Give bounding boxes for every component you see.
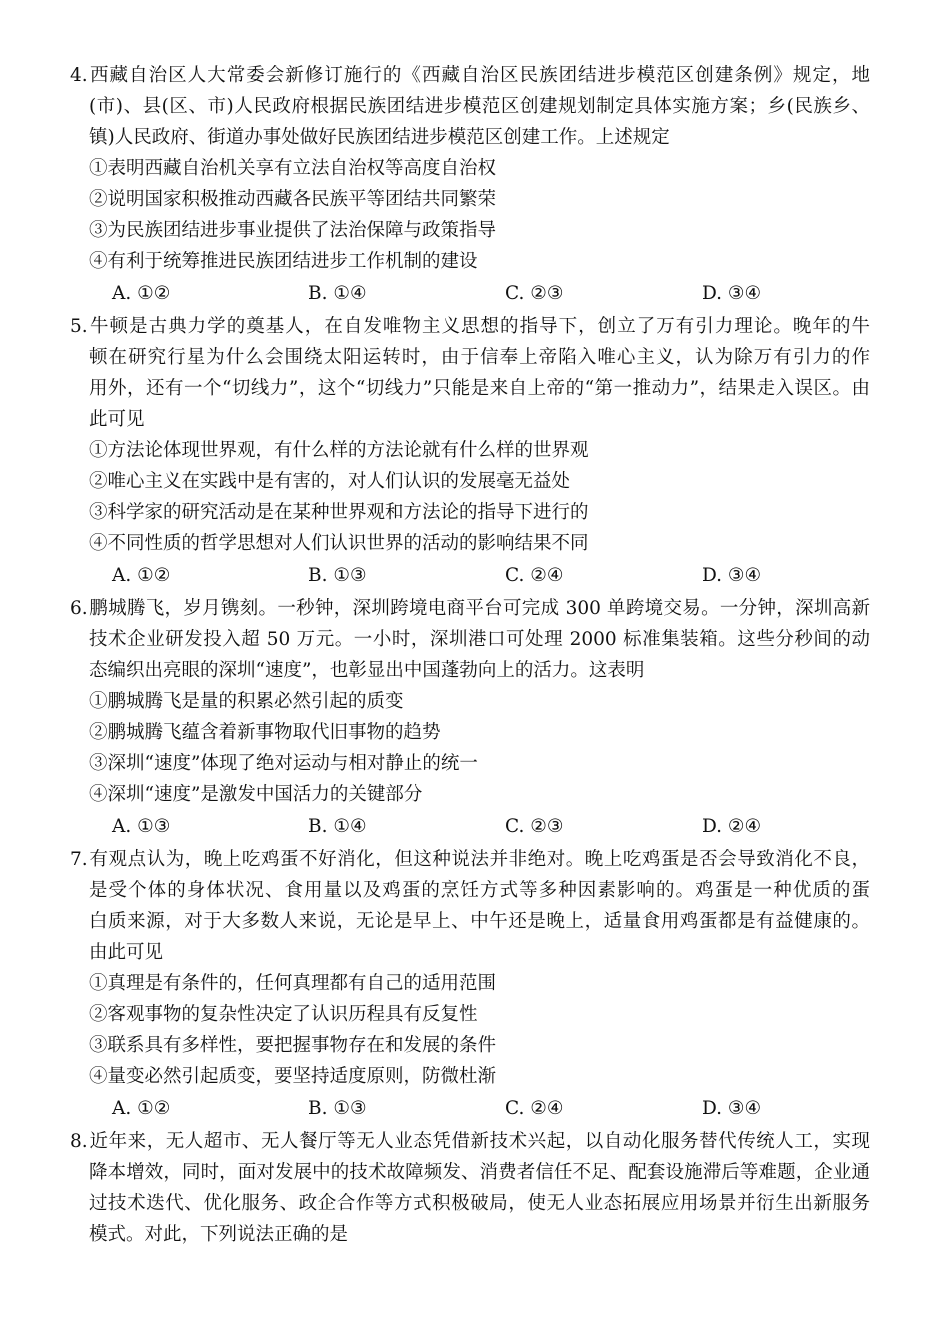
option-statement: ④深圳“速度”是激发中国活力的关键部分 [89, 784, 423, 805]
question-stem-line: 是受个体的身体状况、食用量以及鸡蛋的烹饪方式等多种因素影响的。鸡蛋是一种优质的蛋 [89, 880, 870, 901]
option-statement: ③深圳“速度”体现了绝对运动与相对静止的统一 [89, 753, 478, 774]
question-stem-line: 态编织出亮眼的深圳“速度”，也彰显出中国蓬勃向上的活力。这表明 [89, 660, 645, 681]
option-statement: ④量变必然引起质变，要坚持适度原则，防微杜渐 [89, 1066, 497, 1087]
choice-c: C. ②④ [505, 1098, 564, 1119]
question-stem-line: 降本增效，同时，面对发展中的技术故障频发、消费者信任不足、配套设施滞后等难题，企业通 [89, 1162, 870, 1183]
choice-c: C. ②③ [505, 816, 564, 837]
question-stem-line: 镇)人民政府、街道办事处做好民族团结进步模范区创建工作。上述规定 [89, 127, 670, 148]
question-stem-line: 过技术迭代、优化服务、政企合作等方式积极破局，使无人业态拓展应用场景并衍生出新服务 [89, 1193, 870, 1214]
option-statement: ②鹏城腾飞蕴含着新事物取代旧事物的趋势 [89, 722, 441, 743]
question-number: 5. [70, 316, 88, 337]
question-stem-line: 7.有观点认为，晚上吃鸡蛋不好消化，但这种说法并非绝对。晚上吃鸡蛋是否会导致消化不良， [0, 844, 950, 875]
choice-a: A. ①② [112, 283, 171, 304]
question-stem-line: 白质来源，对于大多数人来说，无论是早上、中午还是晚上，适量食用鸡蛋都是有益健康的。 [89, 911, 870, 932]
choice-d: D. ③④ [702, 283, 762, 304]
question-stem-line: 5.牛顿是古典力学的奠基人，在自发唯物主义思想的指导下，创立了万有引力理论。晚年的牛 [0, 311, 950, 342]
question-number: 8. [70, 1131, 88, 1152]
option-statement: ①表明西藏自治机关享有立法自治权等高度自治权 [89, 158, 497, 179]
exam-page [0, 60, 950, 1250]
option-statement: ②客观事物的复杂性决定了认识历程具有反复性 [89, 1004, 478, 1025]
question-stem-line: 此可见 [89, 409, 145, 430]
question-6 [0, 593, 950, 844]
choice-a: A. ①③ [112, 816, 171, 837]
option-statement: ④有利于统筹推进民族团结进步工作机制的建设 [89, 251, 478, 272]
question-4 [0, 60, 950, 311]
option-statement: ①真理是有条件的，任何真理都有自己的适用范围 [89, 973, 497, 994]
choice-c: C. ②③ [505, 283, 564, 304]
choice-a: A. ①② [112, 565, 171, 586]
choice-b: B. ①③ [308, 565, 367, 586]
question-stem-line: 用外，还有一个“切线力”，这个“切线力”只能是来自上帝的“第一推动力”，结果走入误区。由 [89, 378, 870, 399]
option-statement: ①鹏城腾飞是量的积累必然引起的质变 [89, 691, 404, 712]
question-number: 7. [70, 849, 88, 870]
question-stem-line: (市)、县(区、市)人民政府根据民族团结进步模范区创建规划制定具体实施方案；乡(民族乡、 [89, 96, 870, 117]
question-stem-line: 8.近年来，无人超市、无人餐厅等无人业态凭借新技术兴起，以自动化服务替代传统人工，实现 [0, 1126, 950, 1157]
question-stem-line: 模式。对此，下列说法正确的是 [89, 1224, 349, 1245]
answer-choices [0, 559, 950, 593]
option-statement: ①方法论体现世界观，有什么样的方法论就有什么样的世界观 [89, 440, 589, 461]
question-stem-line: 由此可见 [89, 942, 164, 963]
option-statement: ④不同性质的哲学思想对人们认识世界的活动的影响结果不同 [89, 533, 589, 554]
choice-b: B. ①④ [308, 816, 367, 837]
question-7 [0, 844, 950, 1126]
question-stem-line: 6.鹏城腾飞，岁月镌刻。一秒钟，深圳跨境电商平台可完成 300 单跨境交易。一分钟，深圳高新 [0, 593, 950, 624]
question-stem-line: 4.西藏自治区人大常委会新修订施行的《西藏自治区民族团结进步模范区创建条例》规定，地 [0, 60, 950, 91]
question-stem-line: 技术企业研发投入超 50 万元。一小时，深圳港口可处理 2000 标准集装箱。这些分秒间的动 [89, 629, 870, 650]
choice-b: B. ①③ [308, 1098, 367, 1119]
option-statement: ③为民族团结进步事业提供了法治保障与政策指导 [89, 220, 497, 241]
choice-c: C. ②④ [505, 565, 564, 586]
choice-b: B. ①④ [308, 283, 367, 304]
answer-choices [0, 810, 950, 844]
question-8 [0, 1126, 950, 1250]
option-statement: ②说明国家积极推动西藏各民族平等团结共同繁荣 [89, 189, 497, 210]
choice-d: D. ③④ [702, 1098, 762, 1119]
question-stem-line: 顿在研究行星为什么会围绕太阳运转时，由于信奉上帝陷入唯心主义，认为除万有引力的作 [89, 347, 870, 368]
choice-d: D. ②④ [702, 816, 762, 837]
answer-choices [0, 277, 950, 311]
question-number: 6. [70, 598, 88, 619]
question-5 [0, 311, 950, 593]
choice-d: D. ③④ [702, 565, 762, 586]
option-statement: ②唯心主义在实践中是有害的，对人们认识的发展毫无益处 [89, 471, 571, 492]
question-number: 4. [70, 65, 88, 86]
answer-choices [0, 1092, 950, 1126]
option-statement: ③联系具有多样性，要把握事物存在和发展的条件 [89, 1035, 497, 1056]
choice-a: A. ①② [112, 1098, 171, 1119]
option-statement: ③科学家的研究活动是在某种世界观和方法论的指导下进行的 [89, 502, 589, 523]
